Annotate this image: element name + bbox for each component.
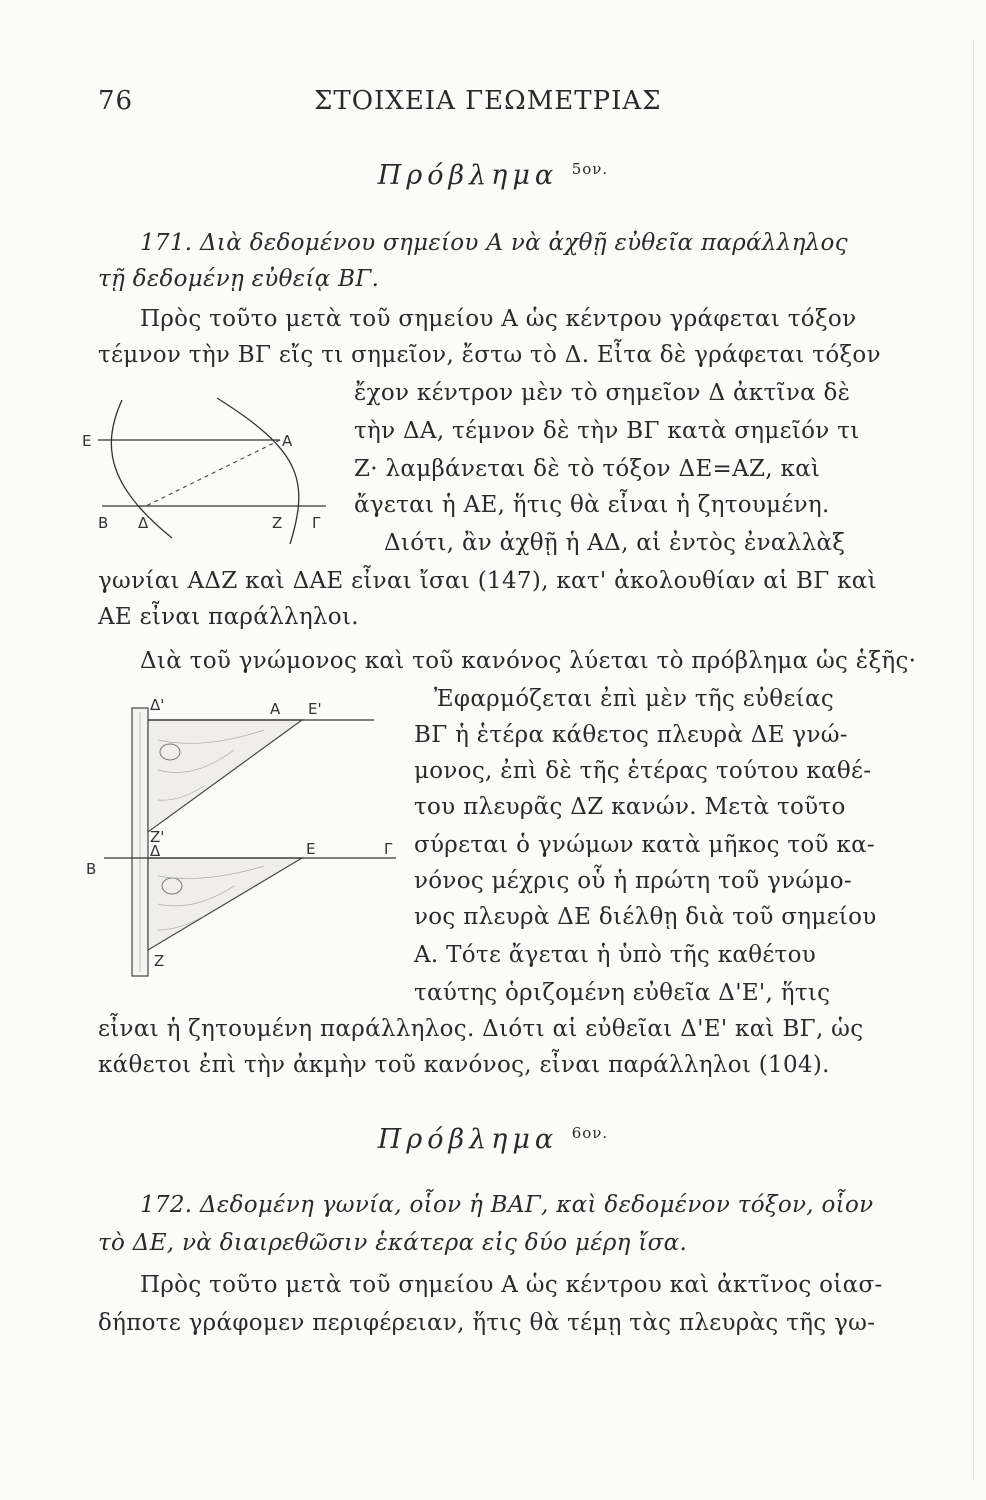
text-line: τέμνον τὴν ΒΓ εἴς τι σημεῖον, ἔστω τὸ Δ. Εἶτα δὲ γράφεται τόξον <box>98 342 881 368</box>
label-b: B <box>86 860 97 878</box>
text-line: γωνίαι ΑΔΖ καὶ ΔΑΕ εἶναι ἴσαι (147), κατ' ἀκολουθίαν αἱ ΒΓ καὶ <box>98 568 877 594</box>
text-line: Πρὸς τοῦτο μετὰ τοῦ σημείου Α ὡς κέντρου καὶ ἀκτῖνος οἱασ- <box>140 1272 883 1298</box>
statement-171-line: 171. Διὰ δεδομένου σημείου Α νὰ ἀχθῇ εὐθεῖα παράλληλος <box>140 230 848 256</box>
text-line: τὴν ΔΑ, τέμνον δὲ τὴν ΒΓ κατὰ σημεῖόν τι <box>354 418 860 444</box>
set-square-upper <box>148 720 302 832</box>
text-line: νος πλευρὰ ΔΕ διέλθῃ διὰ τοῦ σημείου <box>414 904 877 930</box>
problem-6-title: Πρόβλημα <box>377 1124 559 1155</box>
running-header <box>0 86 986 126</box>
label-d-prime: Δ' <box>150 696 165 714</box>
set-square-lower <box>148 858 302 950</box>
arc-center-a <box>217 398 299 544</box>
text-line: ἄγεται ἡ ΑΕ, ἥτις θὰ εἶναι ἡ ζητουμένη. <box>354 492 830 518</box>
label-a: A <box>270 700 281 718</box>
page-edge-line <box>973 40 974 1480</box>
text-line: Διὰ τοῦ γνώμονος καὶ τοῦ κανόνος λύεται τὸ πρόβλημα ὡς ἑξῆς· <box>140 648 917 674</box>
text-line: ΑΕ εἶναι παράλληλοι. <box>98 604 359 630</box>
label-z: Z <box>272 514 283 532</box>
problem-6-heading <box>0 1124 986 1155</box>
text-line: ταύτης ὁριζομένη εὐθεῖα Δ'Ε', ἥτις <box>414 980 831 1006</box>
label-g: Γ <box>312 514 321 532</box>
figure-set-square-ruler <box>84 690 404 990</box>
text-line: ΒΓ ἡ ἑτέρα κάθετος πλευρὰ ΔΕ γνώ- <box>414 722 848 748</box>
text-line: εἶναι ἡ ζητουμένη παράλληλος. Διότι αἱ εὐθεῖαι Δ'Ε' καὶ ΒΓ, ὡς <box>98 1016 864 1042</box>
figure-parallel-construction <box>80 388 350 558</box>
statement-172-line: τὸ ΔΕ, νὰ διαιρεθῶσιν ἑκάτερα εἰς δύο μέρη ἴσα. <box>98 1230 688 1256</box>
label-e-prime: E' <box>308 700 322 718</box>
text-line: νόνος μέχρις οὗ ἡ πρώτη τοῦ γνώμο- <box>414 868 852 894</box>
label-e: E <box>82 432 92 450</box>
text-line: δήποτε γράφομεν περιφέρειαν, ἥτις θὰ τέμῃ τὰς πλευρὰς τῆς γω- <box>98 1310 876 1336</box>
problem-5-ordinal: 5ον. <box>571 160 609 178</box>
text-line: σύρεται ὁ γνώμων κατὰ μῆκος τοῦ κα- <box>414 832 875 858</box>
text-line: Ζ· λαμβάνεται δὲ τὸ τόξον ΔΕ=ΑΖ, καὶ <box>354 456 821 482</box>
line-ad-dashed <box>146 440 280 506</box>
text-line: του πλευρᾶς ΔΖ κανών. Μετὰ τοῦτο <box>414 794 846 820</box>
label-z: Z <box>154 952 165 970</box>
problem-5-title: Πρόβλημα <box>377 160 559 191</box>
statement-172-line: 172. Δεδομένη γωνία, οἷον ἡ ΒΑΓ, καὶ δεδομένον τόξον, οἷον <box>140 1192 874 1218</box>
text-line: κάθετοι ἐπὶ τὴν ἀκμὴν τοῦ κανόνος, εἶναι παράλληλοι (104). <box>98 1052 830 1078</box>
text-line: μονος, ἐπὶ δὲ τῆς ἑτέρας τούτου καθέ- <box>414 758 872 784</box>
running-title: ΣΤΟΙΧΕΙΑ ΓΕΩΜΕΤΡΙΑΣ <box>314 86 662 116</box>
text-line: Α. Τότε ἄγεται ἡ ὑπὸ τῆς καθέτου <box>414 942 817 968</box>
label-b: B <box>98 514 109 532</box>
label-e: E <box>306 840 316 858</box>
text-line: Πρὸς τοῦτο μετὰ τοῦ σημείου Α ὡς κέντρου γράφεται τόξον <box>140 306 857 332</box>
problem-6-ordinal: 6ον. <box>571 1124 609 1142</box>
text-line: Διότι, ἂν ἀχθῇ ἡ ΑΔ, αἱ ἐντὸς ἐναλλὰξ <box>384 530 846 556</box>
label-a: A <box>282 432 293 450</box>
label-d: Δ <box>138 514 149 532</box>
text-line: Ἐφαρμόζεται ἐπὶ μὲν τῆς εὐθείας <box>434 686 834 712</box>
label-z-prime: Z' <box>150 828 165 846</box>
label-g: Γ <box>384 840 393 858</box>
text-line: ἔχον κέντρον μὲν τὸ σημεῖον Δ ἀκτῖνα δὲ <box>354 380 851 406</box>
problem-5-heading <box>0 160 986 191</box>
label-d: Δ <box>150 842 161 860</box>
statement-171-line: τῇ δεδομένῃ εὐθείᾳ ΒΓ. <box>98 266 380 292</box>
page-number: 76 <box>98 86 134 116</box>
